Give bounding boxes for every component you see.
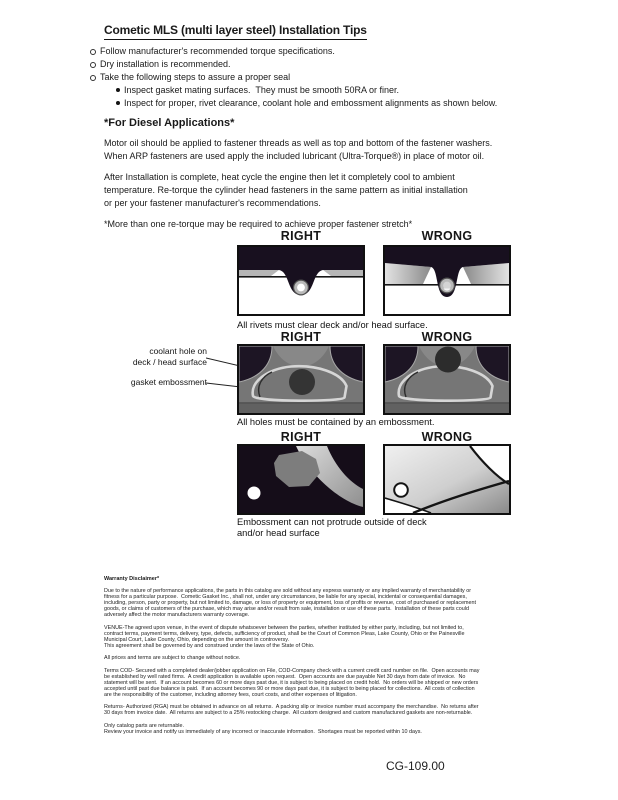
- disclaimer-line: accepted until past due balance is paid. If an account becomes 90 or more days past due, it is subject to being placed for collections. All costs of collection: [104, 685, 475, 692]
- disclaimer-line: statement will be sent. If an account becomes 60 or more days past due, it is subject to being placed on credit hold. No orders will be shipped or new orders: [104, 679, 479, 686]
- open-bullet-icon: [90, 62, 96, 68]
- embossment-right-diagram: [239, 446, 363, 513]
- disclaimer-line: Terms COD- Secured with a completed dealer/jobber application on File, COD-Company check with a current credit card number on file. Open accounts may: [104, 667, 480, 674]
- embossment-caption-line2: and/or head surface: [237, 528, 320, 538]
- diesel-heading: *For Diesel Applications*: [104, 117, 235, 129]
- disclaimer-line: goods, or claims of customers of the purchase, which may arise and/or result from sale, installation or use of these parts. Installation of these parts could: [104, 606, 469, 612]
- disclaimer-line: contract terms, payment terms, delivery, type, defects, sufficiency of product, shall be the Court of Common Pleas, Lake County, Ohio or the Painesville: [104, 630, 465, 637]
- holes-right-panel: [237, 344, 365, 415]
- right-label: RIGHT: [280, 330, 322, 344]
- rivet-wrong-diagram: [385, 247, 509, 314]
- warranty-disclaimer: [104, 576, 524, 735]
- callout-line: deck / head surface: [132, 356, 207, 367]
- tips-bullet-list: [90, 45, 497, 110]
- warranty-heading: Warranty Disclaimer*: [104, 576, 160, 582]
- rivet-right-diagram: [239, 247, 363, 314]
- filled-bullet-icon: [116, 101, 120, 105]
- embossment-right-panel: [237, 444, 365, 515]
- holes-caption: All holes must be contained by an embossment.: [237, 417, 435, 427]
- page-title: Cometic MLS (multi layer steel) Installation Tips: [104, 23, 367, 40]
- bullet-text: Inspect gasket mating surfaces. They must be smooth 50RA or finer.: [124, 85, 399, 95]
- holes-right-diagram: [239, 346, 363, 413]
- wrong-label: WRONG: [421, 229, 473, 243]
- bullet-text: Dry installation is recommended.: [100, 59, 231, 69]
- disclaimer-line: All prices and terms are subject to change without notice.: [104, 655, 241, 661]
- rivet-right-panel: [237, 245, 365, 316]
- diesel-paragraph-2: [104, 171, 468, 210]
- bullet-text: Inspect for proper, rivet clearance, coolant hole and embossment alignments as shown below.: [124, 98, 498, 108]
- page-code: CG-109.00: [386, 759, 445, 773]
- paragraph-line: Motor oil should be applied to fastener threads as well as top and bottom of the fastener washers.: [104, 138, 493, 148]
- disclaimer-line: Returns- Authorized (RGA) must be obtained in advance on all returns. A packing slip or invoice number must accompany the merchandise. No returns after: [104, 704, 479, 710]
- callout-line: coolant hole on: [149, 346, 207, 356]
- coolant-hole-callout: [95, 346, 207, 367]
- paragraph-line: or per your fastener manufacturer's recommendations.: [104, 198, 321, 208]
- disclaimer-line: 30 days from invoice date. All returns are subject to a 25% restocking charge. All custom designed and custom manufactured gaskets are non-returnable.: [104, 710, 473, 716]
- holes-wrong-panel: [383, 344, 511, 415]
- callout-line: gasket embossment: [130, 377, 207, 387]
- sub-bullet-item: [90, 97, 497, 110]
- rivet-wrong-panel: [383, 245, 511, 316]
- disclaimer-line: Due to the nature of performance applications, the parts in this catalog are sold without any express warranty or any implied warranty of merchantability or: [104, 588, 472, 594]
- open-bullet-icon: [90, 49, 96, 55]
- disclaimer-line: fitness for a particular purpose. Cometic Gasket Inc., shall not, under any circumstances, be liable for any special, incidental or consequential damages,: [104, 594, 467, 600]
- bullet-item: [90, 71, 497, 84]
- sub-bullet-item: [90, 84, 497, 97]
- disclaimer-line: Municipal Court, Lake County, Ohio, depending on the amount in controversy.: [104, 636, 289, 643]
- bullet-text: Take the following steps to assure a proper seal: [100, 72, 291, 82]
- disclaimer-line: Only catalog parts are returnable.: [104, 722, 185, 729]
- paragraph-line: *More than one re-torque may be required to achieve proper fastener stretch*: [104, 219, 413, 229]
- open-bullet-icon: [90, 75, 96, 81]
- disclaimer-line: are the responsibility of the customer, including attorney fees, court costs, and other expenses of litigation.: [104, 691, 357, 698]
- holes-wrong-diagram: [385, 346, 509, 413]
- embossment-caption-line1: Embossment can not protrude outside of deck: [237, 517, 427, 527]
- disclaimer-line: be established by well rated firms. A credit application is available upon request. Open accounts are due payable Net 30 days from date of invoice. No: [104, 673, 466, 680]
- filled-bullet-icon: [116, 88, 120, 92]
- bullet-text: Follow manufacturer's recommended torque specifications.: [100, 46, 335, 56]
- paragraph-line: When ARP fasteners are used apply the included lubricant (Ultra-Torque®) in place of motor oil.: [104, 151, 485, 161]
- disclaimer-line: including, person, party or property, but not limited to, damage, or loss of property or equipment, loss of profits or revenue, cost of purchased or replacement: [104, 600, 477, 606]
- wrong-label: WRONG: [421, 330, 473, 344]
- rivet-caption: All rivets must clear deck and/or head surface.: [237, 320, 428, 330]
- diesel-paragraph-1: [104, 137, 492, 163]
- embossment-wrong-diagram: [385, 446, 509, 513]
- disclaimer-line: adversely affect the motor manufacturers warranty coverage.: [104, 612, 250, 618]
- right-label: RIGHT: [280, 430, 322, 444]
- gasket-embossment-callout: [95, 377, 207, 388]
- paragraph-line: After Installation is complete, heat cycle the engine then let it completely cool to ambient: [104, 172, 455, 182]
- wrong-label: WRONG: [421, 430, 473, 444]
- bullet-item: [90, 45, 497, 58]
- disclaimer-line: Review your invoice and notify us immediately of any incorrect or inaccurate information. Shortages must be reported within 10 days.: [104, 728, 422, 735]
- bullet-item: [90, 58, 497, 71]
- disclaimer-line: This agreement shall be governed by and construed under the laws of the State of Ohio.: [104, 642, 315, 649]
- embossment-wrong-panel: [383, 444, 511, 515]
- right-label: RIGHT: [280, 229, 322, 243]
- paragraph-line: temperature. Re-torque the cylinder head fasteners in the same pattern as initial installation: [104, 185, 468, 195]
- disclaimer-line: VENUE-The agreed upon venue, in the event of dispute whatsoever between the parties, whether instituted by either party, including, but not limited to,: [104, 624, 464, 631]
